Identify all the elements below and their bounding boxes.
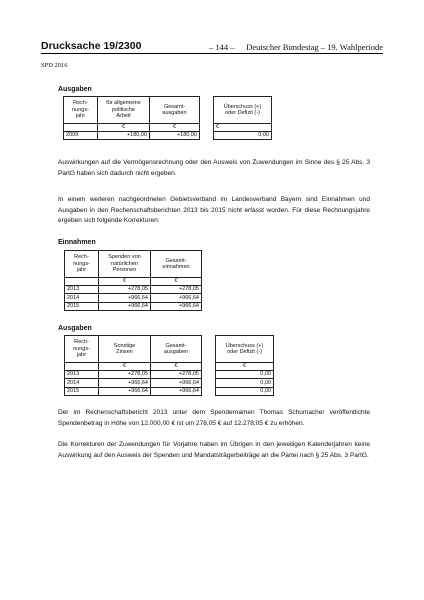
table-row: 2014 +966,64 +966,64 <box>65 294 202 303</box>
table-row: 2015 +966,64 +966,64 0,00 <box>65 387 274 396</box>
column-header-general-work: für allgemeine politische Arbeit <box>98 97 150 124</box>
unit-cell: € <box>214 124 272 132</box>
unit-cell: € <box>151 278 202 286</box>
document-number: Drucksache 19/2300 <box>41 40 142 52</box>
page-header <box>41 41 383 54</box>
table-row: 2015 +966,64 +966,64 <box>65 302 202 311</box>
column-header-year: Rech- nungs- jahr <box>64 97 98 124</box>
column-header-surplus-deficit: Überschuss (+) oder Defizit (-) <box>214 97 272 124</box>
party-year-heading: SPD 2016 <box>41 62 68 69</box>
unit-cell: € <box>98 124 150 132</box>
page-number: – 144 – <box>209 42 235 52</box>
column-header-total-expenses: Gesamt- ausgaben <box>151 336 202 363</box>
unit-cell: € <box>150 124 200 132</box>
paragraph-asset-statement: Auswirkungen auf die Vermögensrechnung oder den Ausweis von Zuwendungen im Sinne des § 25 Abs. 3 PartG haben sich dadurch nicht ergeben. <box>58 159 370 177</box>
table-ausgaben-2013-2015 <box>64 335 274 396</box>
parliament-period: Deutscher Bundestag – 19. Wahlperiode <box>246 42 383 52</box>
column-header-total-income: Gesamt- einnahmen <box>151 251 202 278</box>
paragraph-bavaria-corrections: In einem weiteren nachgeordneten Gebietsverband im Landesverband Bayern sind Einnahmen und Ausgaben in den Rechenschaftsberichten 2013 bis 2015 nicht erfasst worden. Für diese Rechnungsjahre ergeben sich folgende Korrekturen: <box>58 196 370 224</box>
unit-cell: € <box>99 278 151 286</box>
unit-cell: € <box>99 363 151 371</box>
unit-cell: € <box>216 363 274 371</box>
column-header-total-expenses: Gesamt- ausgaben <box>150 97 200 124</box>
table-einnahmen-2013-2015 <box>64 250 202 311</box>
table-row: 2009 +180,00 +180,00 0,00 <box>64 131 272 140</box>
paragraph-prior-year-corrections: Die Korrekturen der Zuwendungen für Vorjahre haben im Übrigen in den jeweiligen Kalenderjahren keine Auswirkung auf den Ausweis der Spenden und Mandatsträgerbeiträge an die Partei nach § 25 Abs. 3 PartG. <box>58 441 370 459</box>
paragraph-schumacher-donation: Der im Rechenschaftsbericht 2013 unter dem Spendernamen Thomas Schumacher veröffentlichte Spendenbetrag in Höhe von 12.000,00 € ist um 278,05 € auf 12.278,05 € zu erhöhen. <box>58 409 370 427</box>
section-title-ausgaben-2: Ausgaben <box>58 325 92 332</box>
table-row: 2014 +966,64 +966,64 0,00 <box>65 379 274 388</box>
column-header-other-interest: Sonstige Zinsen <box>99 336 151 363</box>
column-header-donations-natural-persons: Spenden von natürlichen Personen <box>99 251 151 278</box>
column-header-year: Rech- nungs- jahr <box>65 251 99 278</box>
column-header-year: Rech- nungs- jahr <box>65 336 99 363</box>
table-row: 2013 +278,05 +278,05 <box>65 285 202 294</box>
section-title-einnahmen: Einnahmen <box>58 239 96 246</box>
table-row: 2013 +278,05 +278,05 0,00 <box>65 370 274 379</box>
unit-cell: € <box>151 363 202 371</box>
section-title-ausgaben-1: Ausgaben <box>58 86 92 93</box>
table-ausgaben-2009 <box>63 96 272 140</box>
column-header-surplus-deficit: Überschuss (+) oder Defizit (-) <box>216 336 274 363</box>
